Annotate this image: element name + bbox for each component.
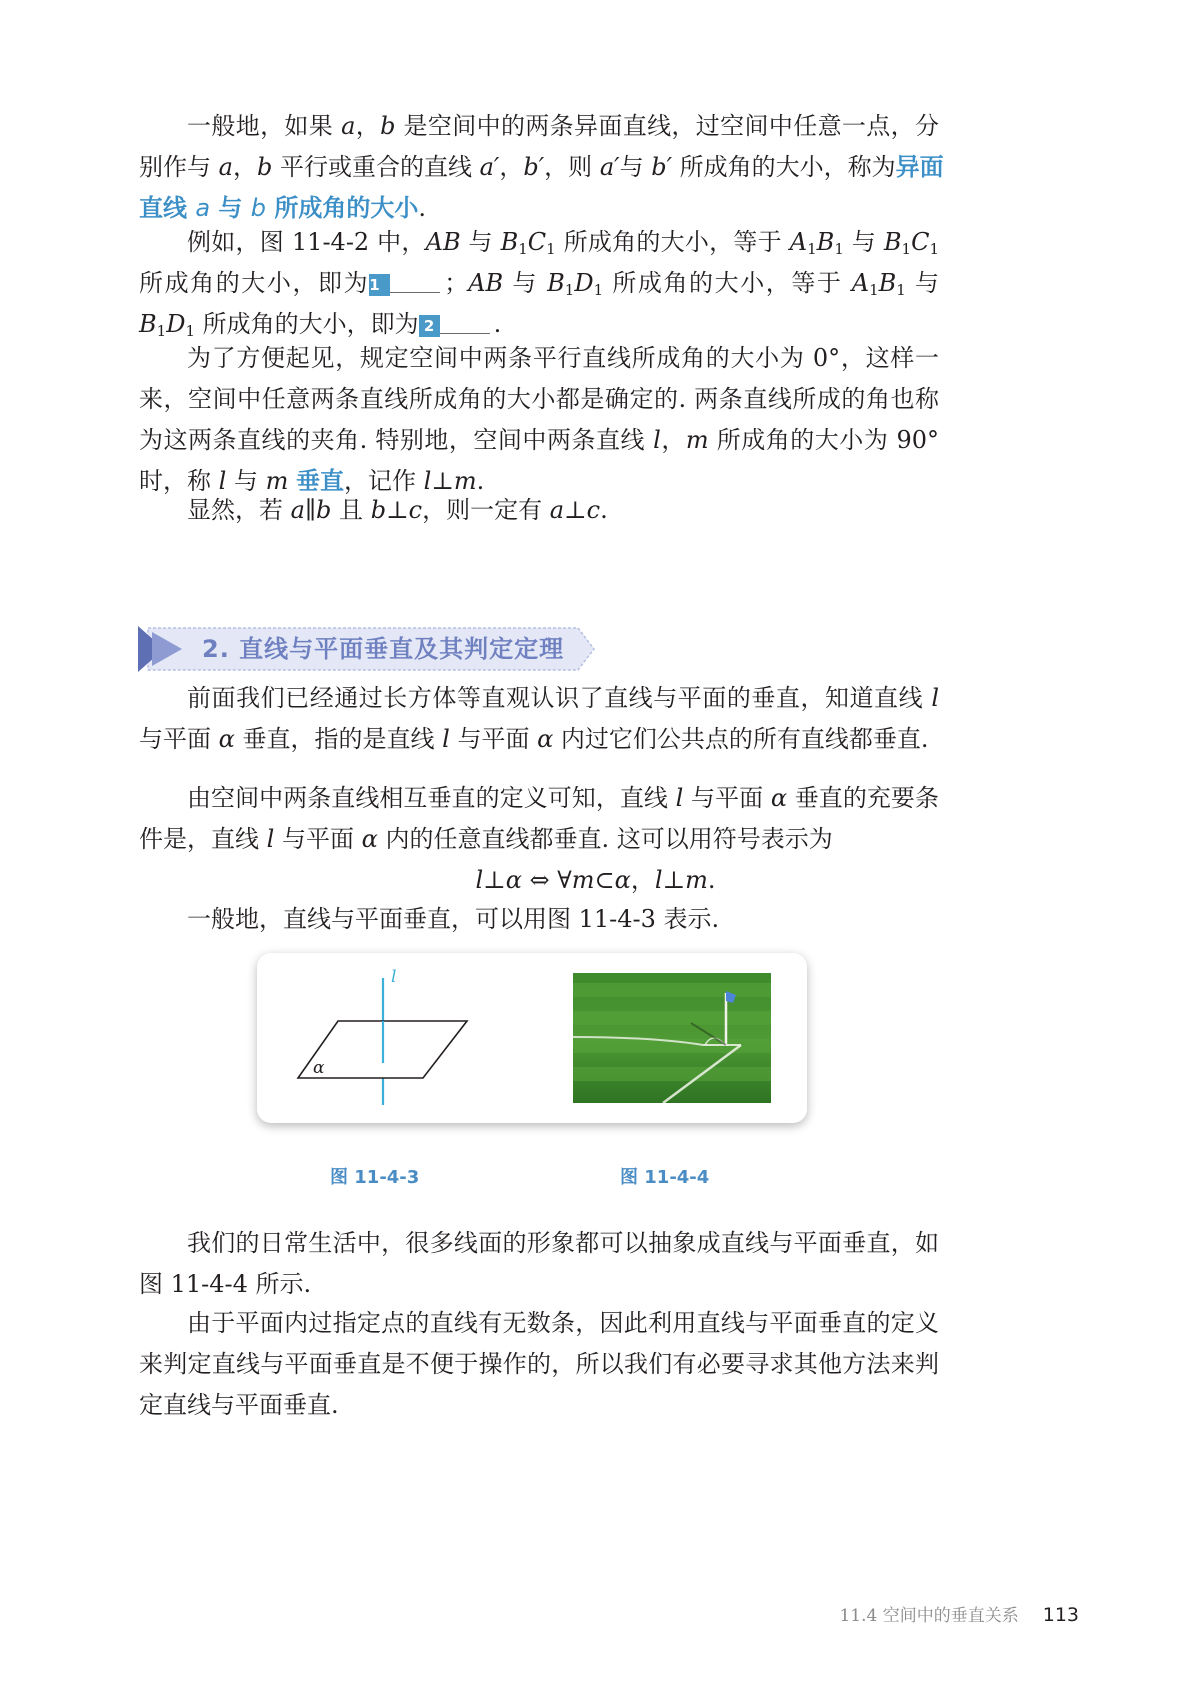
figure-caption-2: 图 11-4-4 — [620, 1167, 710, 1188]
text-line: 时，称 l 与 m 垂直，记作 l⊥m. — [139, 467, 485, 495]
paragraph-obviously — [139, 490, 939, 531]
paragraph-figure-ref — [139, 899, 939, 940]
soccer-field-photo — [573, 973, 771, 1103]
text-line: 定直线与平面垂直. — [139, 1391, 339, 1419]
paragraph-parallel-angle — [139, 338, 939, 502]
blank-1-number: 1 — [369, 274, 390, 296]
paragraph-need-criterion — [139, 1303, 939, 1426]
blank-1-input[interactable] — [390, 266, 440, 293]
paragraph-skew-lines-angle — [139, 106, 944, 229]
text-line: 由于平面内过指定点的直线有无数条，因此利用直线与平面垂直的定义 — [187, 1309, 939, 1337]
text-line: 例如，图 11-4-2 中，AB 与 $B_1C_1$ 所成角的大小，等于 $A_1B_1$ 与 $B_1C_1$ — [187, 228, 939, 258]
term-skew-angle-cont: 直线 a 与 b 所成角的大小 — [139, 194, 419, 222]
text-line: 我们的日常生活中，很多线面的形象都可以抽象成直线与平面垂直，如 — [187, 1229, 939, 1257]
paragraph-everyday-life — [139, 1223, 939, 1305]
term-skew-angle: 异面 — [895, 153, 944, 181]
text-line: 显然，若 a∥b 且 b⊥c，则一定有 a⊥c. — [187, 496, 608, 524]
text-line: 为这两条直线的夹角. 特别地，空间中两条直线 l，m 所成角的大小为 90° — [139, 426, 940, 454]
footer-section: 11.4 空间中的垂直关系 — [839, 1606, 1019, 1626]
text-line: $B_1D_1$ 所成角的大小，即为 2 . — [139, 304, 939, 345]
section-title: 2. 直线与平面垂直及其判定定理 — [202, 635, 565, 663]
page-footer — [839, 1603, 1079, 1627]
text-line: 为了方便起见，规定空间中两条平行直线所成角的大小为 0°，这样一 — [187, 344, 939, 372]
text-line: 来，空间中任意两条直线所成角的大小都是确定的. 两条直线所成的角也称 — [139, 385, 939, 413]
text-line: 一般地，直线与平面垂直，可以用图 11-4-3 表示. — [187, 905, 720, 933]
text-line: 与平面 α 垂直，指的是直线 l 与平面 α 内过它们公共点的所有直线都垂直. — [139, 725, 929, 753]
page-number: 113 — [1042, 1604, 1079, 1626]
section-heading — [138, 626, 598, 672]
text-line: 别作与 a，b 平行或重合的直线 a′，b′，则 a′与 b′ 所成角的大小，称为异面 — [139, 153, 944, 181]
term-perpendicular: 垂直 — [296, 467, 344, 495]
blank-2-input[interactable] — [440, 307, 490, 334]
text-line: 来判定直线与平面垂直是不便于操作的，所以我们有必要寻求其他方法来判 — [139, 1350, 939, 1378]
paragraph-intro-line-plane — [139, 678, 939, 760]
text-line: 由空间中两条直线相互垂直的定义可知，直线 l 与平面 α 垂直的充要条 — [187, 784, 939, 812]
text-line: 直线 a 与 b 所成角的大小. — [139, 194, 427, 222]
text-line: 图 11-4-4 所示. — [139, 1270, 312, 1298]
text-line: 所成角的大小，即为1 ；AB 与 $B_1D_1$ 所成角的大小，等于 $A_1B_1$ 与 — [139, 263, 939, 304]
label-l: l — [391, 967, 397, 987]
label-alpha: α — [313, 1058, 325, 1078]
figure-caption-1: 图 11-4-3 — [330, 1167, 420, 1188]
text-line: 件是，直线 l 与平面 α 内的任意直线都垂直. 这可以用符号表示为 — [139, 825, 833, 853]
text-line: 一般地，如果 a，b 是空间中的两条异面直线，过空间中任意一点，分 — [187, 112, 939, 140]
paragraph-example — [139, 222, 939, 345]
paragraph-definition — [139, 778, 939, 860]
text-line: 前面我们已经通过长方体等直观认识了直线与平面的垂直，知道直线 l — [187, 684, 939, 712]
blank-2-number: 2 — [419, 315, 440, 337]
figure-panel — [257, 953, 807, 1123]
formula-line-plane-perpendicular: l⊥α ⇔ ∀m⊂α，l⊥m. — [475, 866, 716, 894]
